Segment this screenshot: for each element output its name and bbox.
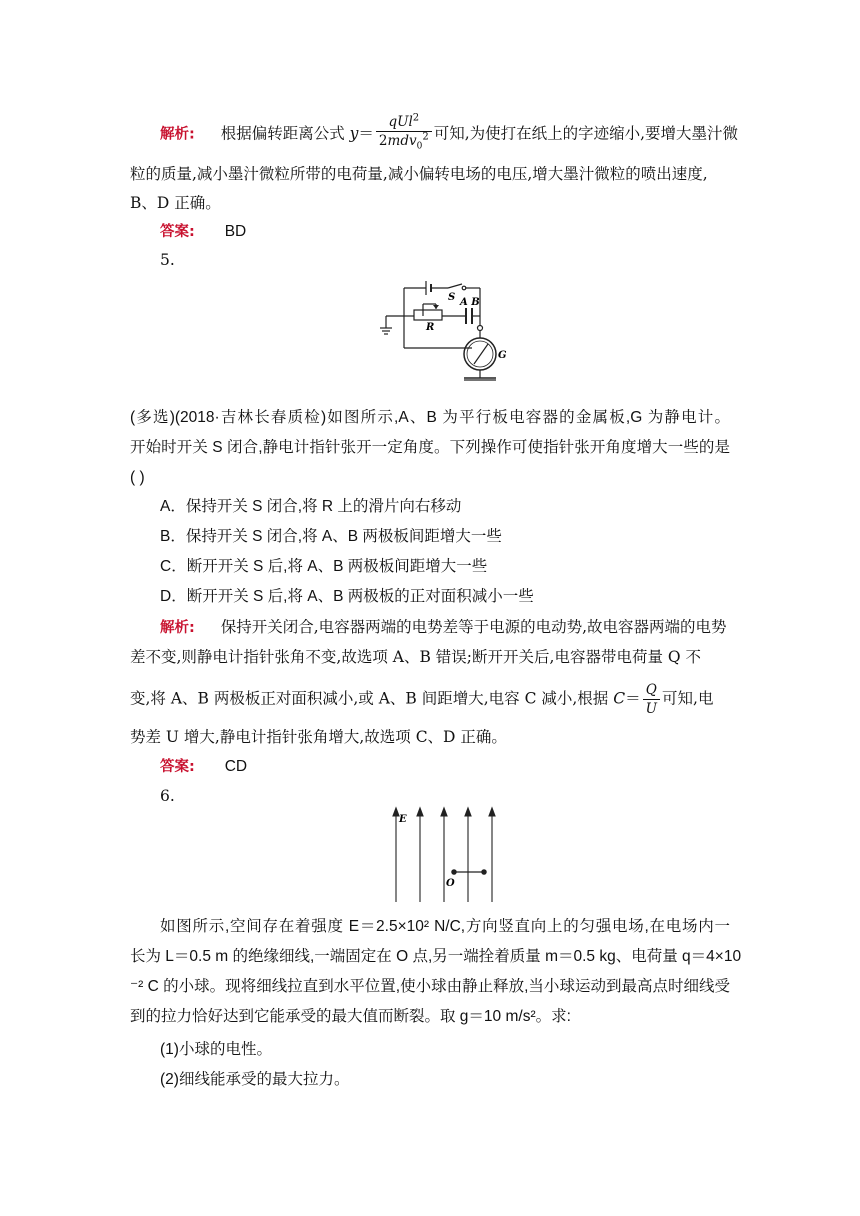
q5-analysis-line-3: 变,将 A、B 两极板正对面积减小,或 A、B 间距增大,电容 C 减小,根据 C＝ $\frac{Q}{U}$ 可知,电 xyxy=(130,682,714,717)
q5-number: 5. xyxy=(160,251,175,269)
plates-label: A B xyxy=(460,297,480,308)
answer-value: BD xyxy=(224,223,247,240)
q5-option-d: D．断开开关 S 后,将 A、B 两极板的正对面积减小一些 xyxy=(160,588,534,605)
q5-answer xyxy=(160,756,730,777)
q5-stem-line-1: (多选)(2018·吉林长春质检)如图所示,A、B 为平行板电容器的金属板,G 为静电计。 xyxy=(130,409,730,426)
q5-option-b: B．保持开关 S 闭合,将 A、B 两极板间距增大一些 xyxy=(160,528,502,545)
q6-stem-line-1: 如图所示,空间存在着强度 E＝2.5×10² N/C,方向竖直向上的匀强电场,在电场内一 xyxy=(160,918,730,935)
q5-analysis-line-2: 差不变,则静电计指针张角不变,故选项 A、B 错误;断开开关后,电容器带电荷量 Q 不 xyxy=(130,648,702,666)
resistor-label: R xyxy=(426,322,435,333)
q5-stem-line-3: ( ) xyxy=(130,469,145,486)
switch-label: S xyxy=(448,292,456,303)
electrometer-label: G xyxy=(498,350,507,361)
q6-stem-line-3: ⁻² C 的小球。现将细线拉直到水平位置,使小球由静止释放,当小球运动到最高点时细线受 xyxy=(130,978,730,995)
q6-number: 6. xyxy=(160,787,175,805)
q5-option-a: A．保持开关 S 闭合,将 R 上的滑片向右移动 xyxy=(160,498,462,515)
capacitance-formula: $\frac{Q}{U}$ xyxy=(643,682,660,717)
capacitor-circuit-diagram xyxy=(378,272,518,394)
analysis-label: 解析: xyxy=(160,620,195,636)
answer-label: 答案: xyxy=(160,759,195,775)
q4-analysis-line-1: 解析: 根据偏转距离公式 y＝ $\frac{qUl^2}{2mdv_0^2}$ 可知,为使打在纸上的字迹缩小,要增大墨汁微 xyxy=(160,114,730,155)
analysis-label: 解析: xyxy=(160,126,195,143)
q6-stem-line-2: 长为 L＝0.5 m 的绝缘细线,一端固定在 O 点,另一端拴着质量 m＝0.5 kg、电荷量 q＝4×10 xyxy=(130,948,742,965)
q5-stem-line-2: 开始时开关 S 闭合,静电计指针张开一定角度。下列操作可使指针张开角度增大一些的是 xyxy=(130,439,730,456)
deflection-formula: $\frac{qUl^2}{2mdv_0^2}$ xyxy=(376,114,432,155)
q4-analysis-line-3: B、D 正确。 xyxy=(130,194,221,212)
q4-analysis-line-2: 粒的质量,减小墨汁微粒所带的电荷量,减小偏转电场的电压,增大墨汁微粒的喷出速度, xyxy=(130,165,708,183)
q5-analysis-line-4: 势差 U 增大,静电计指针张角增大,故选项 C、D 正确。 xyxy=(130,728,507,746)
pivot-label: O xyxy=(446,878,455,889)
q5-analysis-line-1: 解析: 保持开关闭合,电容器两端的电势差等于电源的电动势,故电容器两端的电势 xyxy=(160,618,727,636)
q6-stem-line-4: 到的拉力恰好达到它能承受的最大值而断裂。取 g＝10 m/s²。求: xyxy=(130,1008,571,1025)
q6-subquestion-2: (2)细线能承受的最大拉力。 xyxy=(160,1071,350,1088)
q5-option-c: C．断开开关 S 后,将 A、B 两极板间距增大一些 xyxy=(160,558,488,575)
q4-answer xyxy=(160,221,730,242)
answer-value: CD xyxy=(224,758,248,775)
electric-field-diagram xyxy=(386,806,498,904)
q6-subquestion-1: (1)小球的电性。 xyxy=(160,1041,272,1058)
field-label: E xyxy=(399,814,407,825)
answer-label: 答案: xyxy=(160,224,195,240)
